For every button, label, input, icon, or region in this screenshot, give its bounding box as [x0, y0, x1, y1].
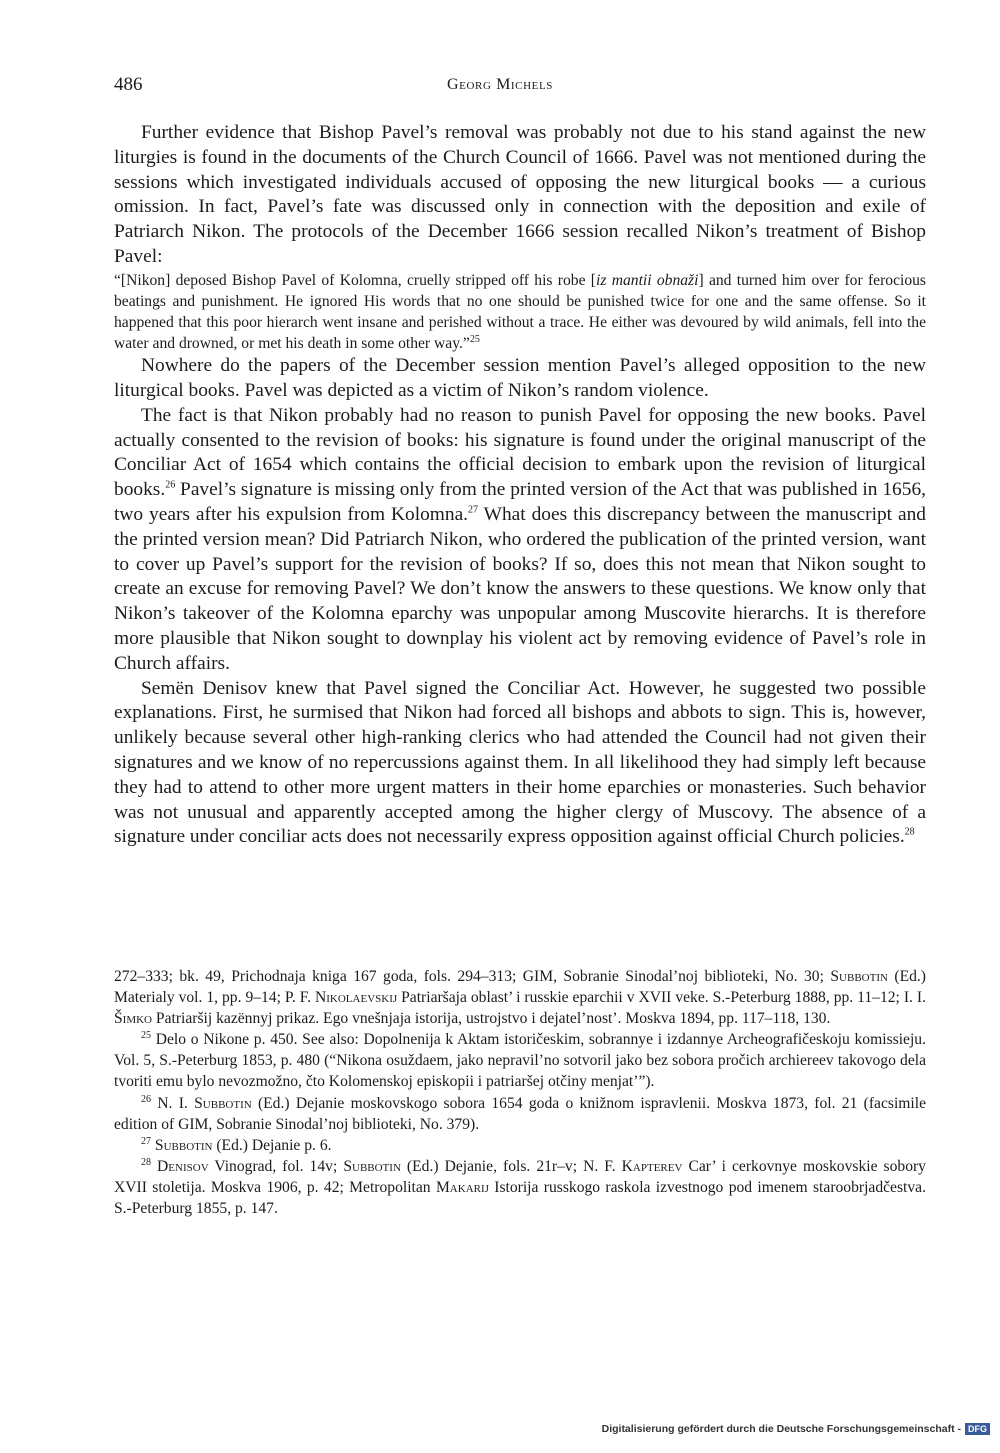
page-header: [0, 74, 1000, 104]
footnote-number: 28: [141, 1156, 151, 1168]
author-name: Subbotin: [343, 1157, 401, 1175]
author-name: Subbotin: [154, 1136, 213, 1154]
paragraph-3-text-b: Pavel’s signature is missing only from the printed version of the Act that was published in 1656, two years after his expulsion from Kolomna.: [114, 479, 926, 525]
footnote-number: 27: [141, 1135, 151, 1147]
footnote-text: 272–333; bk. 49, Prichodnaja kniga 167 goda, fols. 294–313; GIM, Sobranie Sinodal’noj biblioteki, No. 30;: [114, 968, 831, 985]
digitization-credit: [602, 1423, 990, 1435]
paragraph-3-text-c: What does this discrepancy between the manuscript and the printed version mean? Did Patriarch Nikon, who ordered the publication of the printed version, want to cover up Pavel’s support for the revision of books? If so, does this not mean that Nikon sought to create an excuse for removing Pavel? We don’t know the answers to these questions. We know only that Nikon’s takeover of the Kolomna eparchy was unpopular among Muscovite hierarchs. It is therefore more plausible that Nikon sought to downplay his violent act by removing evidence of Pavel’s role in Church affairs.: [114, 503, 927, 674]
page-number: 486: [114, 74, 143, 95]
footnote-text: (Ed.) Dejanie p. 6.: [212, 1136, 332, 1154]
author-name: Subbotin: [194, 1094, 252, 1112]
footnote-25: [114, 1029, 926, 1092]
paragraph-3-text-a: The fact is that Nikon probably had no reason to punish Pavel for opposing the new books. Pavel actually consented to the revision of books: his signature is found under the original manuscript of the Conciliar Act of 1654 which contains the official decision to embark upon the revision of liturgical books.: [114, 404, 926, 501]
footnote-text: Patriaršaja oblast’ i russkie eparchii v XVII veke. S.-Peterburg 1888, pp. 11–12; I. I.: [397, 989, 926, 1007]
footnote-28: [114, 1156, 926, 1219]
footnote-number: 25: [141, 1030, 151, 1042]
footnote-text: Patriaršij kazënnyj prikaz. Ego vnešnjaja istorija, ustrojstvo i dejatel’nost’. Moskva 1894, pp. 117–118, 130.: [152, 1010, 831, 1028]
footnote-text: Vinograd, fol. 14v;: [208, 1157, 344, 1175]
author-name: Kapterev: [621, 1157, 683, 1175]
footnote-ref-28: 28: [904, 826, 915, 838]
footnote-text: N. I.: [151, 1094, 195, 1112]
footnote-ref-26: 26: [165, 479, 176, 491]
footnote-text: Delo o Nikone p. 450. See also: Dopolnenija k Aktam istoričeskim, sobrannye i izdannye Archeografičeskoju komissieju. Vol. 5, S.-Peterburg 1853, p. 480 (“Nikona osuždaem, jako nepravil’no sotvoril jako bez sobora pročich archiereev takovogo dela tvoriti emu bylo nevozmožno, čto Kolomenskoj episkopii i patriaršej otčiny menjat’”).: [114, 1031, 926, 1091]
footnote-number: 26: [141, 1093, 151, 1105]
footnote-text: Istorija russkogo raskola izvestnogo pod imenem staroobrjadčestva. S.-Peterburg 1855, p. 147.: [114, 1178, 927, 1218]
quote-text-b: ] and turned him over for ferocious beatings and punishment. He ignored His words that no one should be punished twice for one and the same offense. So it happened that this poor hierarch went insane and perished without a trace. He either was devoured by wild animals, fell into the water and drowned, or met his death in some other way.”: [114, 271, 926, 353]
footnote-continuation: [114, 966, 926, 1029]
quote-italic-term: iz mantii obnaži: [596, 271, 699, 289]
paragraph-4: [114, 677, 926, 851]
paragraph-1: Further evidence that Bishop Pavel’s removal was probably not due to his stand against the new liturgies is found in the documents of the Church Council of 1666. Pavel was not mentioned during the sessions which investigated individuals accused of opposing the new liturgical books — a curious omission. In fact, Pavel’s fate was discussed only in connection with the deposition and exile of Patriarch Nikon. The protocols of the December 1666 session recalled Nikon’s treatment of Bishop Pavel:: [114, 122, 926, 267]
block-quote: [114, 270, 926, 354]
dfg-logo: DFG: [965, 1423, 990, 1435]
quote-text-a: “[Nikon] deposed Bishop Pavel of Kolomna, cruelly stripped off his robe [: [114, 271, 597, 289]
author-name: Nikolaevskij: [315, 989, 398, 1007]
footnote-26: [114, 1093, 926, 1135]
footnotes: [114, 966, 926, 1219]
paragraph-4-text: Semën Denisov knew that Pavel signed the Conciliar Act. However, he suggested two possible explanations. First, he surmised that Nikon had forced all bishops and abbots to sign. This is, however, unlikely because several other high-ranking clerics who had attended the Council had not given their signatures and we know of no repercussions against them. In all likelihood they had simply left because they had to attend to other more urgent matters in their home eparchies or monasteries. Such behavior was not unusual and apparently accepted among the higher clergy of Muscovy. The absence of a signature under conciliar acts does not necessarily express opposition against official Church policies.: [114, 677, 926, 848]
author-name: Šimko: [114, 1010, 153, 1028]
author-name: Denisov: [157, 1157, 209, 1175]
body-text: [114, 121, 926, 850]
running-head: Georg Michels: [446, 76, 554, 93]
footnote-text: Car’ i cerkovnye moskovskie sobory XVII stoletija. Moskva 1906, p. 42; Metropolitan: [114, 1157, 926, 1196]
footnote-text: (Ed.) Dejanie, fols. 21r–v; N. F.: [400, 1157, 622, 1175]
footnote-ref-25: 25: [469, 333, 480, 345]
footnote-text: (Ed.) Materialy vol. 1, pp. 9–14; P. F.: [114, 968, 926, 1007]
paragraph-3: [114, 404, 926, 677]
credit-text: Digitalisierung gefördert durch die Deutsche Forschungsgemeinschaft -: [601, 1423, 961, 1435]
author-name: Makarij: [435, 1178, 489, 1196]
footnote-ref-27: 27: [468, 504, 479, 516]
footnote-27: [114, 1135, 926, 1156]
footnote-text: (Ed.) Dejanie moskovskogo sobora 1654 goda o knižnom ispravlenii. Moskva 1873, fol. 21 (facsimile edition of GIM, Sobranie Sinodal’noj biblioteki, No. 379).: [114, 1094, 927, 1133]
author-name: Subbotin: [830, 968, 888, 985]
paragraph-2: Nowhere do the papers of the December session mention Pavel’s alleged opposition to the new liturgical books. Pavel was depicted as a victim of Nikon’s random violence.: [114, 355, 926, 401]
